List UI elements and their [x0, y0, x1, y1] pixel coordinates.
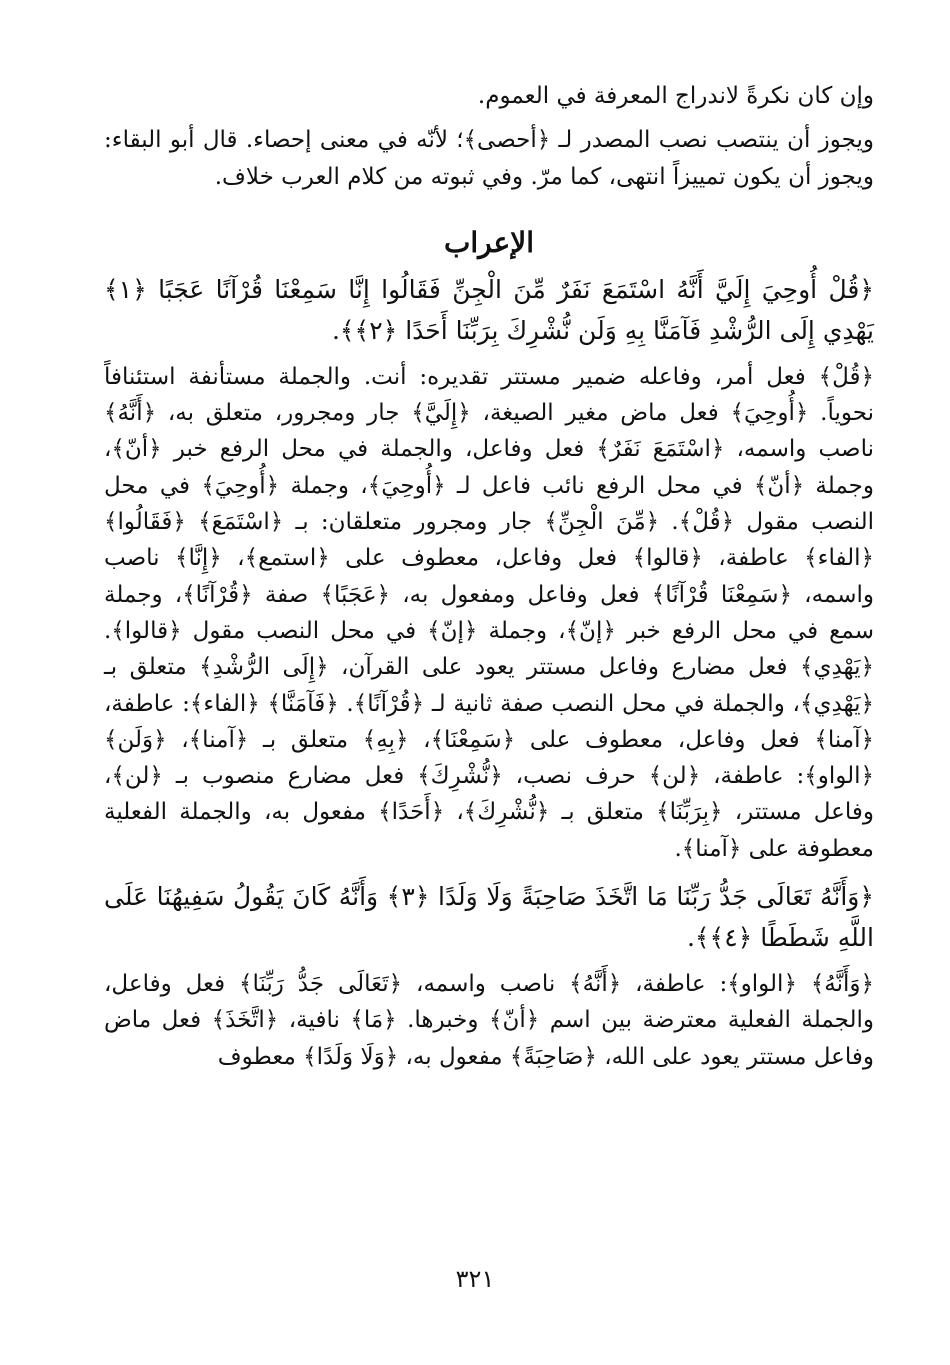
- page-body: [104, 78, 874, 1084]
- quran-verse-3-4: ﴿وَأَنَّهُ تَعَالَى جَدُّ رَبِّنَا مَا اتَّخَذَ صَاحِبَةً وَلَا وَلَدًا ﴿٣﴾ وَأَنَّهُ كَانَ يَقُولُ سَفِيهُنَا عَلَى اللَّهِ شَطَطًا ﴿٤﴾﴾.: [104, 882, 874, 953]
- irab-paragraph-1: ﴿قُلْ﴾ فعل أمر، وفاعله ضمير مستتر تقديره: أنت. والجملة مستأنفة استئنافاً نحوياً. ﴿أُوحِيَ﴾ فعل ماض مغير الصيغة، ﴿إِلَيَّ﴾ جار ومجرور، متعلق به، ﴿أَنَّهُ﴾ ناصب واسمه، ﴿اسْتَمَعَ نَفَرٌ﴾ فعل وفاعل، والجملة في محل الرفع خبر ﴿أنّ﴾، وجملة ﴿أنّ﴾ في محل الرفع نائب فاعل لـ ﴿أُوحِيَ﴾، وجملة ﴿أُوحِيَ﴾ في محل النصب مقول ﴿قُلْ﴾. ﴿مِّنَ الْجِنِّ﴾ جار ومجرور متعلقان: بـ ﴿اسْتَمَعَ﴾ ﴿فَقَالُوا﴾ ﴿الفاء﴾ عاطفة، ﴿قالوا﴾ فعل وفاعل، معطوف على ﴿استمع﴾، ﴿إِنَّا﴾ ناصب واسمه، ﴿سَمِعْنَا قُرْآنًا﴾ فعل وفاعل ومفعول به، ﴿عَجَبًا﴾ صفة ﴿قُرْآنًا﴾، وجملة سمع في محل الرفع خبر ﴿إنّ﴾، وجملة ﴿إنّ﴾ في محل النصب مقول ﴿قالوا﴾. ﴿يَهْدِي﴾ فعل مضارع وفاعل مستتر يعود على القرآن، ﴿إِلَى الرُّشْدِ﴾ متعلق بـ ﴿يَهْدِي﴾، والجملة في محل النصب صفة ثانية لـ ﴿قُرْآنًا﴾. ﴿فَآمَنَّا﴾ ﴿الفاء﴾: عاطفة، ﴿آمنا﴾ فعل وفاعل، معطوف على ﴿سَمِعْنَا﴾، ﴿بِهِ﴾ متعلق بـ ﴿آمنا﴾، ﴿وَلَن﴾ ﴿الواو﴾: عاطفة، ﴿لن﴾ حرف نصب، ﴿نُّشْرِكَ﴾ فعل مضارع منصوب بـ ﴿لن﴾، وفاعل مستتر، ﴿بِرَبِّنَا﴾ متعلق بـ ﴿نُّشْرِكَ﴾، ﴿أَحَدًا﴾ مفعول به، والجملة الفعلية معطوفة على ﴿آمنا﴾.: [104, 363, 874, 862]
- irab-paragraph-2: ﴿وَأَنَّهُ﴾ ﴿الواو﴾: عاطفة، ﴿أَنَّهُ﴾ ناصب واسمه، ﴿تَعَالَى جَدُّ رَبِّنَا﴾ فعل وفاعل، والجملة الفعلية معترضة بين اسم ﴿أنّ﴾ وخبرها. ﴿مَا﴾ نافية، ﴿اتَّخَذَ﴾ فعل ماض وفاعل مستتر يعود على الله، ﴿صَاحِبَةً﴾ مفعول به، ﴿وَلَا وَلَدًا﴾ معطوف: [104, 971, 874, 1070]
- page-number: ٣٢١: [455, 1265, 495, 1293]
- paragraph-abu-albaqa: ويجوز أن ينتصب نصب المصدر لـ ﴿أحصى﴾؛ لأنّه في معنى إحصاء. قال أبو البقاء: ويجوز أن يكون تمييزاً انتهى، كما مرّ. وفي ثبوته من كلام العرب خلاف.: [104, 127, 874, 190]
- paragraph-continuation: وإن كان نكرةً لاندراج المعرفة في العموم.: [477, 83, 874, 109]
- section-title: الإعراب: [443, 225, 535, 259]
- quran-verse-1-2: ﴿قُلْ أُوحِيَ إِلَيَّ أَنَّهُ اسْتَمَعَ نَفَرٌ مِّنَ الْجِنِّ فَقَالُوا إِنَّا سَمِعْنَا قُرْآنًا عَجَبًا ﴿١﴾ يَهْدِي إِلَى الرُّشْدِ فَآمَنَّا بِهِ وَلَن نُّشْرِكَ بِرَبِّنَا أَحَدًا ﴿٢﴾﴾.: [104, 274, 874, 345]
